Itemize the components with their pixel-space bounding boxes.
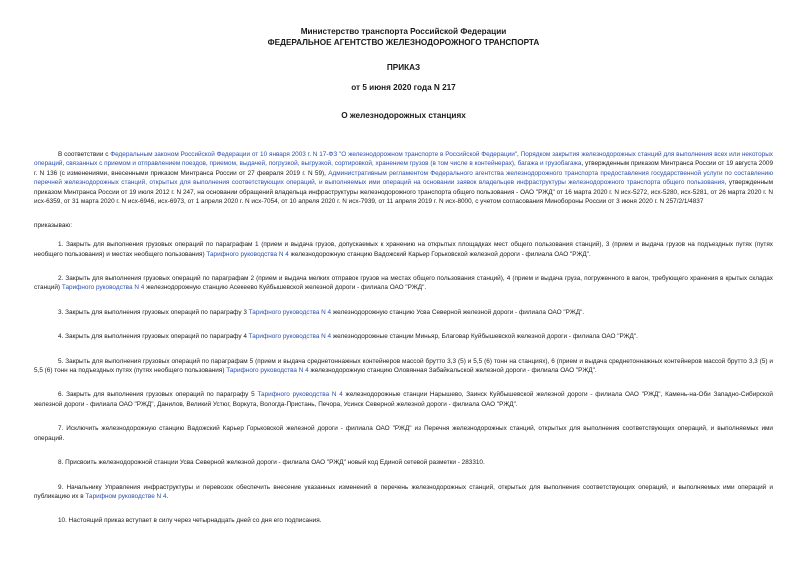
item-3: [34, 308, 773, 317]
item-3-text: 3. Закрыть для выполнения грузовых операций по параграфу 3: [58, 308, 249, 316]
preamble-text-1: В соответствии с: [58, 151, 111, 158]
preamble-text-3: , утвержденным приказом Минтранса России от 19 августа 2009 г. N 136 (с изменениями, внесенными приказом Минтранса России от 27 февраля 2019 г. N 59),: [34, 160, 773, 177]
doc-subject: О железнодорожных станциях: [341, 111, 466, 120]
tariff-guide-link[interactable]: Тарифного руководства N 4: [248, 308, 332, 316]
item-5-text: 5. Закрыть для выполнения грузовых операций по параграфам 5 (прием и выдача среднетоннажных контейнеров массой брутто 3,3 (5) и 5,5 (6) тонн на станциях), 6 (прием и выдача среднетоннажных контейнеров массой брутто 3,3 (5) и 5,5 (6) тонн на подъездных путях (путях необщего пользования): [34, 357, 773, 375]
item-9: [34, 483, 773, 502]
tariff-guide-link[interactable]: Тарифном руководстве N 4: [85, 492, 167, 500]
item-8: 8. Присвоить железнодорожной станции Усва Северной железной дороги - филиала ОАО "РЖД" новый код Единой сетевой разметки - 283310.: [58, 459, 485, 467]
item-10: 10. Настоящий приказ вступает в силу через четырнадцать дней со дня его подписания.: [58, 517, 322, 525]
item-9-text-end: .: [166, 492, 169, 500]
item-6-text: 6. Закрыть для выполнения грузовых операций по параграфу 5: [58, 391, 258, 399]
item-2-text: 2. Закрыть для выполнения грузовых операций по параграфам 2 (прием и выдача мелких отправок грузов на местах общего пользования станций), 4 (прием и выдача груза, погруженного в вагон, требующего хранения в крытых складах станций): [34, 275, 773, 292]
tariff-guide-link[interactable]: Тарифного руководства N 4: [257, 391, 343, 399]
document-body: [34, 150, 773, 526]
item-7: 7. Исключить железнодорожную станцию Вадожский Карьер Горьковской железной дороги - филиала ОАО "РЖД" из Перечня железнодорожных станций, открытых для выполнения соответствующих операций, и выполняемых ими операций.: [34, 425, 773, 442]
ministry-title: Министерство транспорта Российской Федерации: [300, 27, 507, 36]
item-6: [34, 390, 773, 409]
preamble-text-4: , утвержденным приказом Минтранса России от 19 июля 2012 г. N 247, на основании обращений владельца инфраструктуры железнодорожного транспорта общего пользования - ОАО "РЖД" от 16 марта 2020 г. N исх-5272, исх-5280, исх-5281, от 26 марта 2020 г. N исх-6359, от 31 марта 2020 г. N исх-6946, исх-6973, от 1 апреля 2020 г. N исх-7054, от 10 апреля 2020 г. N исх-7939, от 11 апреля 2019 г. N исх-8000, с учетом согласования Минобороны России от 3 июня 2020 г. N 257/2/1/4837: [34, 179, 773, 206]
doc-date-number: от 5 июня 2020 года N 217: [351, 83, 456, 92]
tariff-guide-link[interactable]: Тарифного руководства N 4: [226, 367, 309, 375]
tariff-guide-link[interactable]: Тарифного руководства N 4: [206, 250, 289, 258]
tariff-guide-link[interactable]: Тарифного руководства N 4: [61, 284, 145, 292]
agency-title: ФЕДЕРАЛЬНОЕ АГЕНТСТВО ЖЕЛЕЗНОДОРОЖНОГО ТРАНСПОРТА: [267, 38, 540, 47]
item-2-text-end: железнодорожную станцию Асекеево Куйбышевской железной дороги - филиала ОАО "РЖД".: [144, 284, 427, 292]
item-5-text-end: железнодорожную станцию Оловянная Забайкальской железной дороги - филиала ОАО "РЖД".: [308, 367, 597, 375]
item-4-text-end: железнодорожные станции Миньяр, Благовар Куйбышевской железной дороги - филиала ОАО "РЖД".: [331, 333, 638, 341]
item-2: [34, 274, 773, 293]
preamble-text-2: ,: [517, 151, 521, 158]
federal-law-link[interactable]: Федеральным законом Российской Федерации от 10 января 2003 г. N 17-ФЗ "О железнодорожном транспорте в Российской Федерации": [110, 151, 518, 158]
item-4: [34, 332, 773, 341]
item-6-text-end: железнодорожные станции Нарышево, Заинск Куйбышевской железной дороги - филиала ОАО "РЖД", Камень-на-Оби Западно-Сибирской железной дороги - филиала ОАО "РЖД", Данилов, Великий Устюг, Воркута, Вологда-Пристань, Печора, Усинск Северной железной дороги - филиала ОАО "РЖД".: [34, 391, 773, 408]
item-1-text-end: железнодорожную станцию Вадожский Карьер Горьковской железной дороги - филиала ОАО "РЖД".: [288, 250, 591, 258]
item-3-text-end: железнодорожную станцию Усва Северной железной дороги - филиала ОАО "РЖД".: [331, 308, 585, 316]
preamble-paragraph: [34, 150, 773, 206]
item-1: [34, 240, 773, 259]
closure-procedure-link[interactable]: Порядком закрытия железнодорожных станций для выполнения всех или некоторых операций, связанных с приемом и отправлением поездов, приемом, выдачей, погрузкой, выгрузкой, сортировкой, хранением грузов (в том числе в контейнерах), багажа и грузобагажа: [34, 151, 773, 168]
item-5: [34, 357, 773, 376]
prikazyvayu-label: приказываю:: [34, 222, 72, 230]
admin-regulation-link[interactable]: Административным регламентом Федерального агентства железнодорожного транспорта предоставления государственной услуги по составлению перечней железнодорожных станций, открытых для выполнения соответствующих операций, и выполняемых ими операций на основании заявок владельцев инфраструктуры железнодорожного транспорта общего пользования: [34, 169, 773, 187]
item-4-text: 4. Закрыть для выполнения грузовых операций по параграфу 4: [58, 333, 249, 341]
doc-type-title: ПРИКАЗ: [386, 63, 421, 72]
item-1-text: 1. Закрыть для выполнения грузовых операций по параграфам 1 (прием и выдача грузов, допускаемых к хранению на открытых площадках мест общего пользования станций), 3 (прием и выдача грузов на подъездных путях (путях необщего пользования) и местах необщего пользования): [34, 241, 773, 258]
item-9-text: 9. Начальнику Управления инфраструктуры и перевозок обеспечить внесение указанных изменений в перечень железнодорожных станций, открытых для выполнения соответствующих операций, и выполняемых ими операций и публикацию их в: [34, 483, 773, 500]
tariff-guide-link[interactable]: Тарифного руководства N 4: [248, 333, 332, 341]
